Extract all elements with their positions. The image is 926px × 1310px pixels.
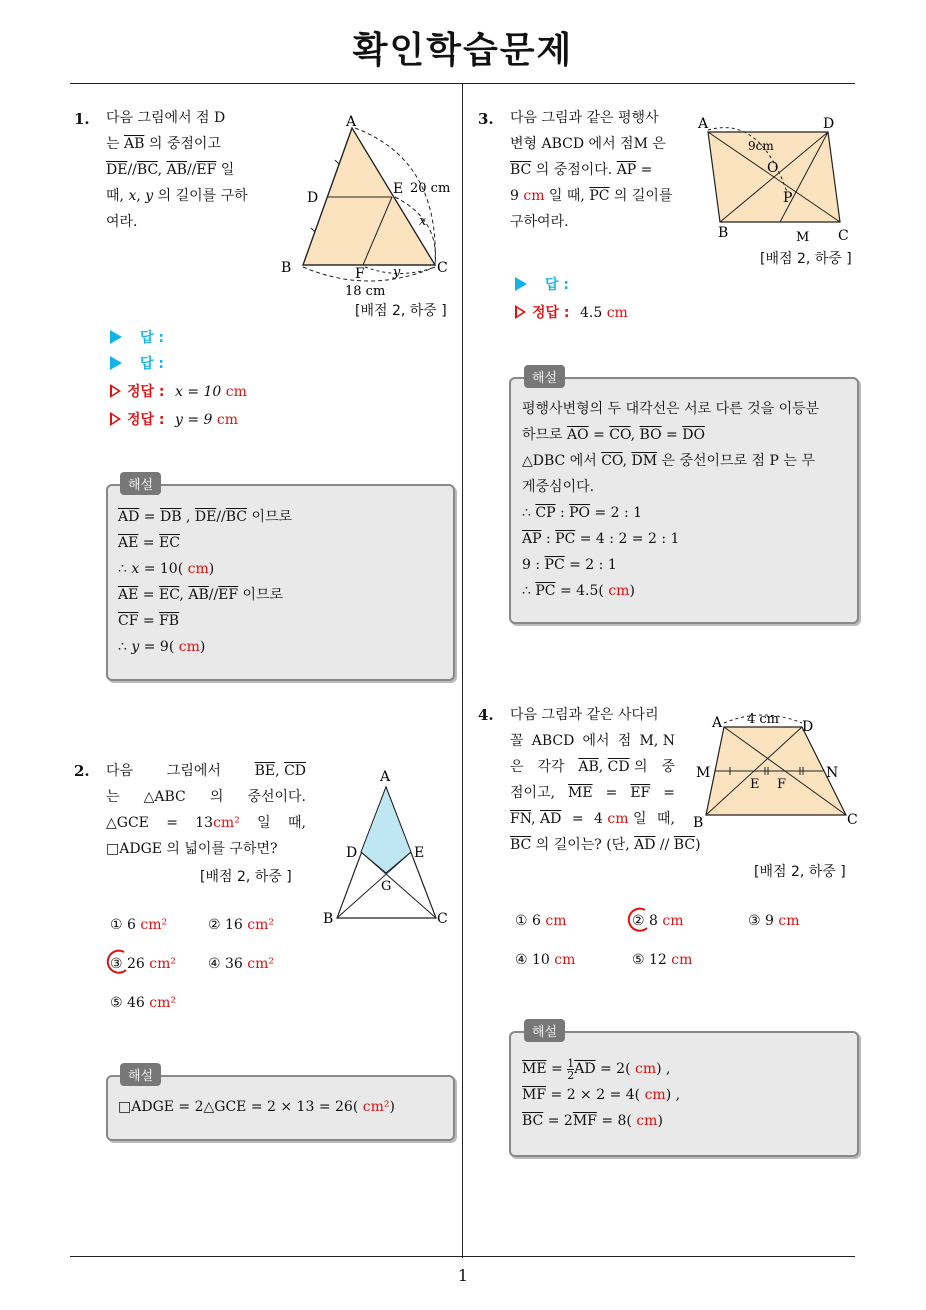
q1-meta: [배점 2, 하중 ]	[355, 303, 447, 319]
q2-choice-2[interactable]: ② 16 cm²	[208, 917, 274, 933]
q3-label-d: D	[823, 116, 835, 132]
q2-meta: [배점 2, 하중 ]	[200, 869, 292, 885]
q3-text: 다음 그림과 같은 평행사 변형 ABCD 에서 점M 은 $\overline{BC}$ 의 중점이다. $\overline{AP}$ = 9 cm 일 때, $\overline{PC}$ 의 길이를 구하여라.	[510, 110, 673, 230]
q2-choice-5[interactable]: ⑤ 46 cm²	[110, 995, 176, 1011]
q2-text: 다음 그림에서 $\overline{BE}$, $\overline{CD}$ 는 △ABC 의 중선이다. △GCE = 13cm² 일 때, □ADGE 의 넓이를 구하면?	[106, 763, 306, 857]
q3-explanation-tab: 해설	[524, 365, 565, 388]
q2-label-a: A	[380, 769, 391, 785]
q2-label-e: E	[414, 845, 425, 861]
q4-label-n: N	[826, 765, 839, 781]
q1-answer-row-2: 답 :	[110, 350, 164, 378]
q3-figure	[690, 110, 860, 245]
q2-label-g: G	[381, 879, 392, 894]
answer-arrow-icon	[110, 330, 122, 344]
q4-explanation-text: $\overline{ME}$ = $\frac{1}{2}$ $\overline{AD} = 2$( cm) , $\overline{MF} = 2 \times 2 = 4$( cm) , $\overline{BC} = 2\overline{MF} = 8$( cm)	[522, 1056, 681, 1129]
q3-label-a: A	[698, 116, 709, 132]
q2-choice-3[interactable]: ③ 26 cm²	[110, 956, 176, 972]
q1-correct-2: 정답 : y = 9 cm	[110, 406, 238, 434]
q2-answer-mark-icon	[102, 946, 132, 978]
q4-label-e: E	[750, 777, 760, 792]
footer-rule	[70, 1256, 855, 1257]
q4-meta: [배점 2, 하중 ]	[754, 864, 846, 880]
q4-label-len: 4 cm	[747, 712, 780, 727]
q4-label-d: D	[802, 719, 814, 735]
q4-label-a: A	[712, 715, 723, 731]
q2-label-d: D	[346, 845, 358, 861]
q2-number: 2.	[74, 762, 90, 780]
q1-label-len2: 18 cm	[345, 284, 386, 299]
q1-number: 1.	[74, 110, 90, 128]
q2-figure	[320, 765, 455, 930]
q3-label-b: B	[718, 225, 729, 241]
q3-label-len: 9cm	[748, 139, 774, 153]
page-title: 확인학습문제	[352, 30, 574, 71]
q3-number: 3.	[478, 110, 494, 128]
q3-label-m: M	[796, 230, 810, 245]
q1-label-f: F	[355, 266, 365, 282]
q4-text: 다음 그림과 같은 사다리 꼴 ABCD 에서 점 M, N 은 각각 $\overline{AB}$, $\overline{CD}$ 의 중 점이고, $\overline{ME}$ = $\overline{EF}$ = $\overline{FN}$, $\overline{AD}$ = 4 cm 일 때, $\overline{BC}$ 의 길이는? (단, $\overline{AD} // \overline{BC}$)	[510, 707, 701, 853]
correct-arrow-icon	[515, 305, 526, 319]
q3-meta: [배점 2, 하중 ]	[760, 251, 852, 267]
q1-figure	[275, 110, 460, 300]
q4-answer-mark-icon	[623, 904, 653, 936]
q2-choice-4[interactable]: ④ 36 cm²	[208, 956, 274, 972]
q4-figure	[690, 705, 865, 830]
q1-label-a: A	[346, 114, 357, 130]
q1-label-c: C	[437, 260, 448, 276]
q1-label-b: B	[281, 260, 292, 276]
q4-label-b: B	[693, 815, 704, 830]
q4-label-c: C	[847, 812, 858, 828]
correct-arrow-icon	[110, 384, 121, 398]
q4-choice-3[interactable]: ③ 9 cm	[748, 913, 800, 929]
q1-label-y: y	[393, 265, 401, 280]
q4-choice-1[interactable]: ① 6 cm	[515, 913, 567, 929]
q4-choice-4[interactable]: ④ 10 cm	[515, 952, 576, 968]
q3-correct: 정답 : 4.5 cm	[515, 299, 628, 327]
page-number: 1	[457, 1266, 469, 1285]
answer-arrow-icon	[110, 356, 122, 370]
q2-choice-1[interactable]: ① 6 cm²	[110, 917, 168, 933]
q1-answer-row-1: 답 :	[110, 324, 164, 352]
q3-label-c: C	[838, 228, 849, 244]
q1-text: 다음 그림에서 점 D 는 $\overline{AB}$ 의 중점이고 $\overline{DE}//\overline{BC}$, $\overline{AB}//\overline{EF}$ 일 때, x, y 의 길이를 구하 여라.	[106, 110, 248, 230]
q3-label-p: P	[783, 190, 793, 206]
q1-correct-1: 정답 : x = 10 cm	[110, 378, 247, 406]
q2-explanation-text: □ADGE = 2△GCE = 2 × 13 = 26( cm²)	[118, 1099, 395, 1115]
q1-explanation-tab: 해설	[120, 472, 161, 495]
q4-number: 4.	[478, 706, 494, 724]
q1-label-d: D	[307, 190, 319, 206]
correct-arrow-icon	[110, 412, 121, 426]
q1-explanation-text: $\overline{AD} = \overline{DB}$ , $\overline{DE}//\overline{BC}$ 이므로 $\overline{AE} = \overline{EC}$ ∴ x = 10( cm) $\overline{AE} = \overline{EC}$, $\overline{AB}//\overline{EF}$ 이므로 $\overline{CF} = \overline{FB}$ ∴ y = 9( cm)	[118, 509, 293, 655]
answer-arrow-icon	[515, 277, 527, 291]
q1-label-len1: 20 cm	[410, 181, 451, 196]
q4-explanation-tab: 해설	[524, 1019, 565, 1042]
q4-choice-2[interactable]: ② 8 cm	[632, 913, 684, 929]
q4-label-m: M	[696, 765, 711, 781]
q2-explanation-tab: 해설	[120, 1063, 161, 1086]
q2-label-c: C	[437, 911, 448, 927]
q1-label-e: E	[393, 181, 404, 197]
q4-label-f: F	[777, 777, 787, 792]
q3-answer-row: 답 :	[515, 271, 569, 299]
q4-choice-5[interactable]: ⑤ 12 cm	[632, 952, 693, 968]
q3-label-o: O	[767, 160, 779, 176]
column-divider	[462, 83, 463, 1258]
q2-label-b: B	[323, 911, 334, 927]
q3-explanation-text: 평행사변형의 두 대각선은 서로 다른 것을 이등분 하므로 $\overline{AO} = \overline{CO}$, $\overline{BO} = \overline{DO}$ △DBC 에서 $\overline{CO}$, $\overline{DM}$ 은 중선이므로 점 P 는 무 게중심이다. ∴ $\overline{CP}$ : $\overline{PO} = 2$ : 1 $\overline{AP}$ : $\overline{PC} = 4$ : 2 = 2 : 1 9 : $\overline{PC} = 2$ : 1 ∴ $\overline{PC} = 4.5$( cm)	[522, 401, 820, 599]
q1-label-x: x	[419, 214, 427, 229]
